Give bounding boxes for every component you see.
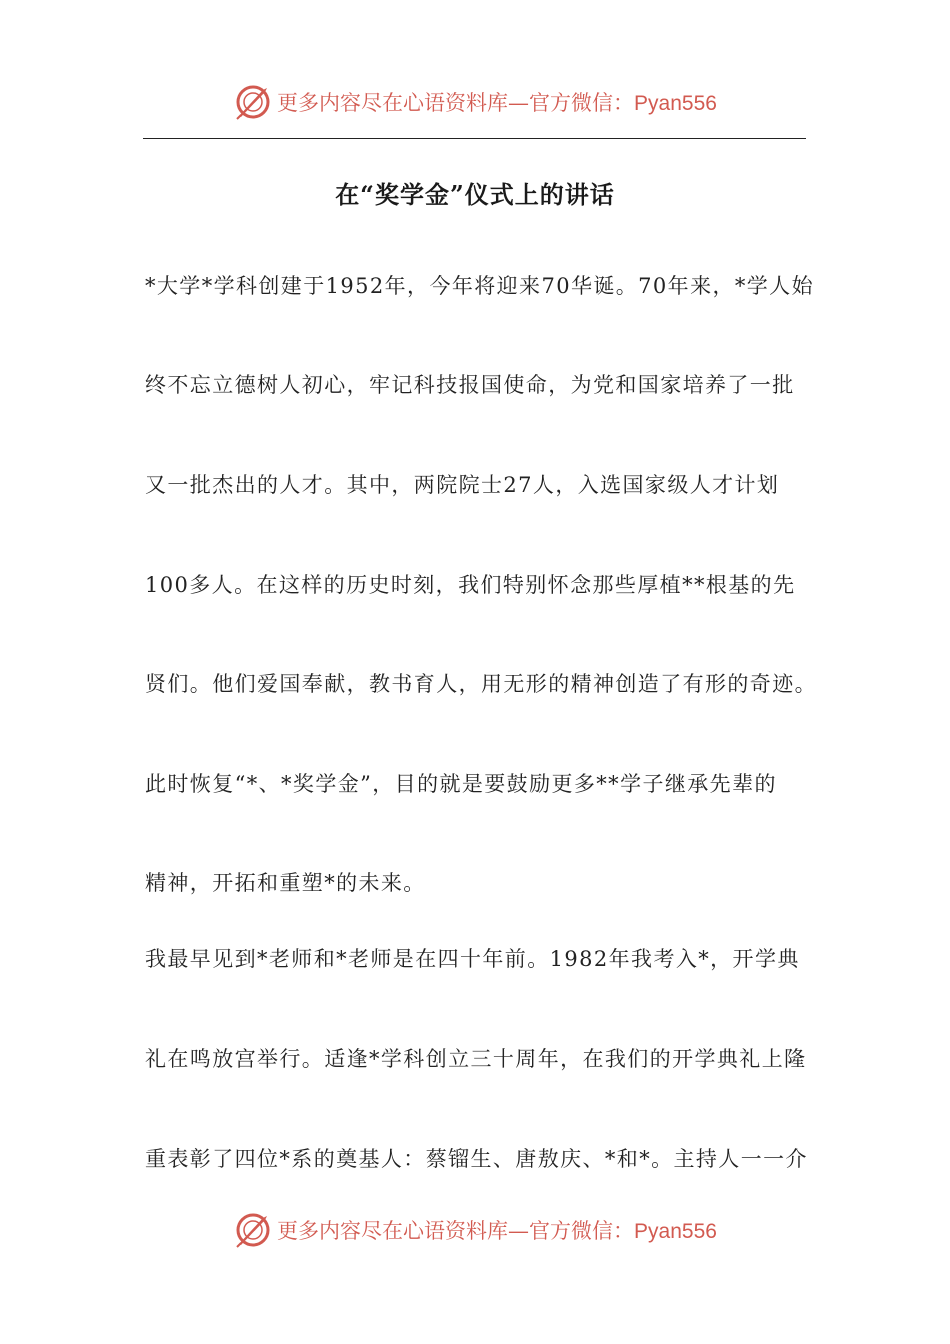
body-line-10: 重表彰了四位*系的奠基人：蔡镏生、唐敖庆、*和*。主持人一一介 [145,1147,808,1171]
document-title: 在“奖学金”仪式上的讲话 [335,180,615,209]
header-banner-text [277,87,717,117]
body-line-8: 我最早见到*老师和*老师是在四十年前。1982年我考入*，开学典 [145,947,800,971]
body-line-5: 贤们。他们爱国奉献，教书育人，用无形的精神创造了有形的奇迹。 [145,672,817,696]
header-divider [143,138,806,139]
pen-circle-logo-icon [233,1210,273,1250]
body-line-7: 精神，开拓和重塑*的未来。 [145,871,426,895]
footer-wechat-id: Pyan556 [634,1220,717,1243]
pen-circle-logo-icon [233,82,273,122]
header-banner-label: 更多内容尽在心语资料库—官方微信： [277,91,635,115]
header-banner [0,80,950,124]
body-line-6: 此时恢复“*、*奖学金”，目的就是要鼓励更多**学子继承先辈的 [145,772,777,796]
body-line-4: 100多人。在这样的历史时刻，我们特别怀念那些厚植**根基的先 [145,573,796,597]
footer-banner-text [277,1215,717,1245]
body-line-9: 礼在鸣放宫举行。适逢*学科创立三十周年，在我们的开学典礼上隆 [145,1047,807,1071]
footer-banner-label: 更多内容尽在心语资料库—官方微信： [277,1219,635,1243]
footer-banner [0,1208,950,1252]
body-line-1: *大学*学科创建于1952年，今年将迎来70华诞。70年来，*学人始 [145,274,814,298]
body-line-2: 终不忘立德树人初心，牢记科技报国使命，为党和国家培养了一批 [145,373,795,397]
body-line-3: 又一批杰出的人才。其中，两院院士27人，入选国家级人才计划 [145,473,780,497]
header-wechat-id: Pyan556 [634,92,717,115]
